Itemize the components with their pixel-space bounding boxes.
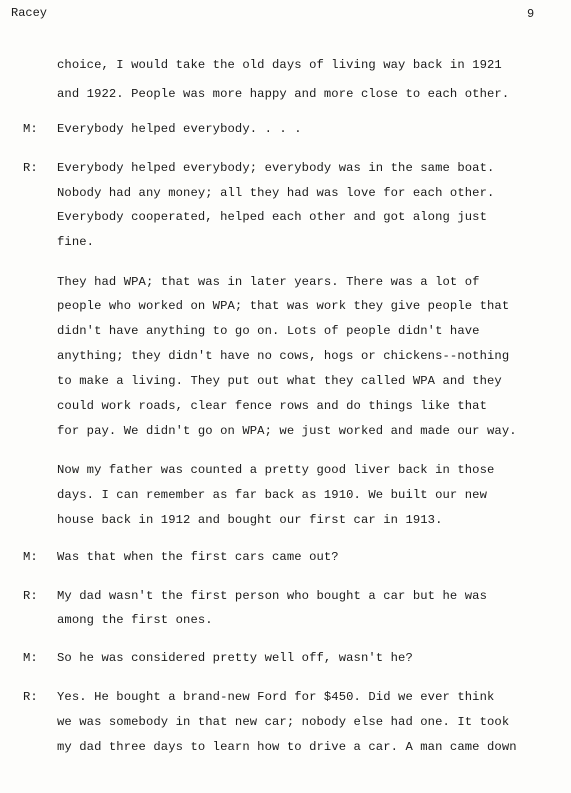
text-line: Yes. He bought a brand-new Ford for $450. Did we ever think — [57, 690, 495, 704]
speaker-label: M: — [23, 122, 38, 136]
text-line: house back in 1912 and bought our first car in 1913. — [57, 513, 443, 527]
text-line: we was somebody in that new car; nobody else had one. It took — [57, 715, 510, 729]
speaker-label: M: — [23, 651, 38, 665]
page-number: 9 — [527, 7, 535, 21]
text-line: and 1922. People was more happy and more close to each other. — [57, 87, 510, 101]
text-line: didn't have anything to go on. Lots of people didn't have — [57, 324, 480, 338]
text-line: choice, I would take the old days of living way back in 1921 — [57, 58, 502, 72]
text-line: among the first ones. — [57, 613, 213, 627]
text-line: for pay. We didn't go on WPA; we just worked and made our way. — [57, 424, 517, 438]
text-line: fine. — [57, 235, 95, 249]
text-line: days. I can remember as far back as 1910. We built our new — [57, 488, 487, 502]
text-line: My dad wasn't the first person who bought a car but he was — [57, 589, 487, 603]
text-line: to make a living. They put out what they called WPA and they — [57, 374, 502, 388]
header-interviewee-name: Racey — [11, 6, 48, 20]
speaker-label: R: — [23, 161, 38, 175]
text-line: Everybody helped everybody; everybody was in the same boat. — [57, 161, 495, 175]
text-line: Now my father was counted a pretty good liver back in those — [57, 463, 495, 477]
speaker-label: R: — [23, 690, 38, 704]
text-line: anything; they didn't have no cows, hogs or chickens--nothing — [57, 349, 510, 363]
text-line: my dad three days to learn how to drive a car. A man came down — [57, 740, 517, 754]
speaker-label: R: — [23, 589, 38, 603]
text-line: They had WPA; that was in later years. There was a lot of — [57, 275, 480, 289]
text-line: people who worked on WPA; that was work they give people that — [57, 299, 510, 313]
text-line: Everybody helped everybody. . . . — [57, 122, 302, 136]
text-line: could work roads, clear fence rows and do things like that — [57, 399, 487, 413]
text-line: Everybody cooperated, helped each other and got along just — [57, 210, 487, 224]
speaker-label: M: — [23, 550, 38, 564]
text-line: Was that when the first cars came out? — [57, 550, 339, 564]
text-line: So he was considered pretty well off, wasn't he? — [57, 651, 413, 665]
text-line: Nobody had any money; all they had was love for each other. — [57, 186, 495, 200]
